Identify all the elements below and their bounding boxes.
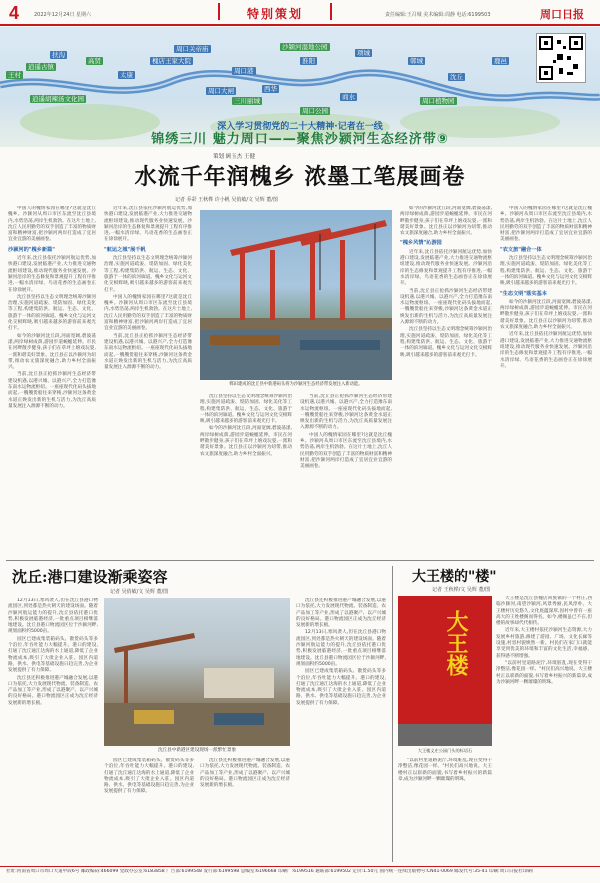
- reporter-line: 记者 乔彩 王秋桦 许小帆 吴俏敏/文 吴辉 董/图: [175, 197, 278, 203]
- article-paragraph: 如今的沙颍河沈丘段,河面宽阔,碧波荡漾,两岸绿树成荫,游园步道蜿蜒延伸。市民在河畔散步健身,孩子们在草坪上嬉戏玩耍,一派和谐美好景象。沈丘县正以沙颍河为纽带,推动农文旅深度融合,助力乡村全面振兴。: [400, 206, 492, 237]
- article-paragraph: 沈丘县坚持以生态文明理念统筹沙颍河治理,实施河道疏浚、堤防加固、绿化美化等工程,构建集防洪、航运、生态、文化、旅游于一体的滨河廊道。槐乡文化与运河文化交相辉映,吸引越来越多的游客前来观光打卡。: [400, 327, 492, 358]
- article-paragraph: 当前,沈丘县正抢抓沙颍河生态经济带建设机遇,以港兴城、以港兴产,全力打造豫东南水运物流枢纽。一座座现代化码头拔地而起,一艘艘货船往来穿梭,沙颍河这条黄金水道正焕发出新的生机与活力,为沈丘高质量发展注入源源不断的动力。: [300, 394, 392, 431]
- subheading: "农文旅"融合一体: [500, 246, 542, 253]
- footer-text: 社址:河南省周口市周口大道中段6号 邮政编码:466099 党政办公室:6183858 广告部:6199548 发行部:6199598 总编室:6196668 印刷厂:6199516 通联部:6199502 定价:1.50元 国内统一连续出版物号:CN41-0069 邮发代号:35-41 印刷:周口日报社印刷厂: [6, 869, 537, 874]
- map-label: 淮阳: [302, 57, 315, 65]
- map-label: 周口关帝庙: [176, 45, 209, 53]
- map-label: 沈丘: [450, 73, 463, 81]
- article-paragraph: 近年来,沈丘县依托沙颍河航运优势,加快港口建设,发展临港产业,大力推进交通物流枢纽建设,推动现代服务业快速发展。沙颍河沿岸的生态修复和景观提升工程有序推进,一幅水清岸绿、鸟语花香的生态画卷正在徐徐展开。: [500, 332, 592, 369]
- house-article-title: 大王楼的"楼": [412, 569, 497, 585]
- map-label: 周口大闸: [208, 87, 234, 95]
- planner-line: 策划 顾玉杰 王健: [213, 154, 255, 160]
- article-paragraph: 中国人的槐情家园在哪里?这就是沈丘槐乡。沙颍河从周口市区东流至沈丘县境内,水势浩荡,两岸生机勃勃。在这片土地上,沈丘人民用勤劳的双手创造了丰富的物质财富和精神财富,把沙颍河两岸打造成了宜居宜业宜游的美丽画卷。: [8, 206, 96, 243]
- article-paragraph: 如今的沙颍河沈丘段,河面宽阔,碧波荡漾,两岸绿树成荫,游园步道蜿蜒延伸。市民在河畔散步健身,孩子们在草坪上嬉戏玩耍,一派和谐美好景象。沈丘县正以沙颍河为纽带,推动农文旅深度融合,助力乡村全面振兴。: [8, 333, 96, 371]
- article-paragraph: 沈丘县坚持以生态文明理念统筹沙颍河治理,实施河道疏浚、堤防加固、绿化美化等工程,构建集防洪、航运、生态、文化、旅游于一体的滨河廊道。槐乡文化与运河文化交相辉映,吸引越来越多的游客前来观光打卡。: [104, 256, 192, 293]
- map-label: 扶沟: [52, 51, 65, 59]
- article-paragraph: 近年来,沈丘县依托沙颍河航运优势,加快港口建设,发展临港产业,大力推进交通物流枢纽建设,推动现代服务业快速发展。沙颍河沿岸的生态修复和景观提升工程有序推进,一幅水清岸绿、鸟语花香的生态画卷正在徐徐展开。: [400, 249, 492, 287]
- port-crane-photo: [200, 210, 392, 380]
- subheading: "生态文明"落实基本: [500, 290, 547, 297]
- map-label: 鹿邑: [494, 57, 507, 65]
- map-label: 逍遥古镇: [28, 63, 54, 71]
- article-paragraph: "以前村里道路泥泞,环境脏乱,现在变得干净整洁,像花园一样。"村民们高兴地说。大王楼村正以崭新的面貌,书写着乡村振兴的新篇章,成为沙颍河畔一颗璀璨的明珠。: [496, 660, 592, 685]
- map-label: 王村: [8, 71, 21, 79]
- section-title: 特别策划: [246, 7, 303, 21]
- article-paragraph: 园区已建成集装箱码头、散货码头等多个泊位,年吞吐能力大幅提升。港口的建设,打通了沈丘通江达海的水上通道,降低了企业物流成本,吸引了大批企业入驻。园区内道路、供水、供电等基础设施日趋完善,为企业发展提供了有力保障。: [104, 758, 194, 795]
- article-column: [300, 394, 392, 551]
- map-label: 周口港: [234, 67, 254, 75]
- article-paragraph: 中国人的槐情家园在哪里?这就是沈丘槐乡。沙颍河从周口市区东流至沈丘县境内,水势浩荡,两岸生机勃勃。在这片土地上,沈丘人民用勤劳的双手创造了丰富的物质财富和精神财富,把沙颍河两岸打造成了宜居宜业宜游的美丽画卷。: [104, 294, 192, 332]
- section-box: [218, 3, 332, 20]
- article-paragraph: 沈丘县还积极推进港产城融合发展,以港口为依托,大力发展现代物流、装备制造、农产品加工等产业,形成了以港聚产、以产兴城的良好格局。港口物流园区正成为沈丘经济发展新的增长极。: [296, 598, 386, 629]
- map-label: 三川丽城: [234, 97, 260, 105]
- article-paragraph: 当前,沈丘县正抢抓沙颍河生态经济带建设机遇,以港兴城、以港兴产,全力打造豫东南水运物流枢纽。一座座现代化码头拔地而起,一艘艘货船往来穿梭,沙颍河这条黄金水道正焕发出新的生机与活力,为沈丘高质量发展注入源源不断的动力。: [104, 333, 192, 371]
- car-in-front: [398, 724, 492, 746]
- article-paragraph: 沈丘县还积极推进港产城融合发展,以港口为依托,大力发展现代物流、装备制造、农产品加工等产业,形成了以港聚产、以产兴城的良好格局。港口物流园区正成为沈丘经济发展新的增长极。: [200, 758, 290, 789]
- article-paragraph: 沈丘县还积极推进港产城融合发展,以港口为依托,大力发展现代物流、装备制造、农产品加工等产业,形成了以港聚产、以产兴城的良好格局。港口物流园区正成为沈丘经济发展新的增长极。: [8, 675, 98, 706]
- crane-illustration: [200, 210, 392, 380]
- article-paragraph: 如今的沙颍河沈丘段,河面宽阔,碧波荡漾,两岸绿树成荫,游园步道蜿蜒延伸。市民在河畔散步健身,孩子们在草坪上嬉戏玩耍,一派和谐美好景象。沈丘县正以沙颍河为纽带,推动农文旅深度融合,助力乡村全面振兴。: [500, 299, 592, 331]
- article-paragraph: 近年来,沈丘县依托沙颍河航运优势,加快港口建设,发展临港产业,大力推进交通物流枢纽建设,推动现代服务业快速发展。沙颍河沿岸的生态修复和景观提升工程有序推进,一幅水清岸绿、鸟语花香的生态画卷正在徐徐展开。: [8, 256, 96, 293]
- article-paragraph: 如今的沙颍河沈丘段,河面宽阔,碧波荡漾,两岸绿树成荫,游园步道蜿蜒延伸。市民在河畔散步健身,孩子们在草坪上嬉戏玩耍,一派和谐美好景象。沈丘县正以沙颍河为纽带,推动农文旅深度融合,助力乡村全面振兴。: [200, 426, 292, 457]
- main-article-title: 水流千年润槐乡 浓墨工笔展画卷: [134, 164, 466, 190]
- sign-text: 大王楼: [443, 610, 469, 676]
- article-paragraph: 沈丘县坚持以生态文明理念统筹沙颍河治理,实施河道疏浚、堤防加固、绿化美化等工程,构建集防洪、航运、生态、文化、旅游于一体的滨河廊道。槐乡文化与运河文化交相辉映,吸引越来越多的游客前来观光打卡。: [8, 294, 96, 332]
- article-column: [200, 758, 290, 863]
- article-column: [8, 598, 98, 863]
- header-rule: [0, 24, 600, 26]
- sign-photo: [398, 596, 492, 746]
- article-paragraph: 园区已建成集装箱码头、散货码头等多个泊位,年吞吐能力大幅提升。港口的建设,打通了沈丘通江达海的水上通道,降低了企业物流成本,吸引了大批企业入驻。园区内道路、供水、供电等基础设施日趋完善,为企业发展提供了有力保障。: [8, 636, 98, 674]
- map-label: 沙颍河湿地公园: [282, 43, 328, 51]
- article-paragraph: 12月13日,寒风袭人,但在沈丘县港口物流园区,到处都是热火朝天的建设场面。随着沙颍河航运能力的提升,沈丘县依托港口优势,积极发展临港经济,一批重点项目相继落地建设。沈丘县港口物流园区位于沙颍河畔,规划面积约5000亩。: [8, 598, 98, 635]
- page-header: [0, 0, 600, 26]
- article-paragraph: 沈丘县坚持以生态文明理念统筹沙颍河治理,实施河道疏浚、堤防加固、绿化美化等工程,构建集防洪、航运、生态、文化、旅游于一体的滨河廊道。槐乡文化与运河文化交相辉映,吸引越来越多的游客前来观光打卡。: [200, 394, 292, 425]
- map-label: 项城: [357, 49, 370, 57]
- qr-code-pattern: [537, 34, 585, 82]
- slogan-bar: [0, 114, 600, 132]
- article-column: [200, 394, 292, 551]
- subheading: "航运之城"展千帆: [104, 246, 146, 253]
- article-paragraph: 中国人的槐情家园在哪里?这就是沈丘槐乡。沙颍河从周口市区东流至沈丘县境内,水势浩荡,两岸生机勃勃。在这片土地上,沈丘人民用勤劳的双手创造了丰富的物质财富和精神财富,把沙颍河两岸打造成了宜居宜业宜游的美丽画卷。: [300, 432, 392, 470]
- map-label: 周口公园: [302, 107, 328, 115]
- article-paragraph: 园区已建成集装箱码头、散货码头等多个泊位,年吞吐能力大幅提升。港口的建设,打通了沈丘通江达海的水上通道,降低了企业物流成本,吸引了大批企业入驻。园区内道路、供水、供电等基础设施日趋完善,为企业发展提供了有力保障。: [296, 669, 386, 706]
- photo-caption: 大王楼义庄公园门头的标语石: [417, 748, 473, 753]
- article-paragraph: 当前,沈丘县正抢抓沙颍河生态经济带建设机遇,以港兴城、以港兴产,全力打造豫东南水运物流枢纽。一座座现代化码头拔地而起,一艘艘货船往来穿梭,沙颍河这条黄金水道正焕发出新的生机与活力,为沈丘高质量发展注入源源不断的动力。: [400, 288, 492, 326]
- article-paragraph: 中国人的槐情家园在哪里?这就是沈丘槐乡。沙颍河从周口市区东流至沈丘县境内,水势浩荡,两岸生机勃勃。在这片土地上,沈丘人民用勤劳的双手创造了丰富的物质财富和精神财富,把沙颍河两岸打造成了宜居宜业宜游的美丽画卷。: [500, 206, 592, 243]
- series-headline: 锦绣三川 魅力周口——聚焦沙颍河生态经济带⑨: [151, 132, 449, 147]
- map-label: 西华: [264, 85, 277, 93]
- map-label: 周口植物园: [422, 97, 455, 105]
- section-divider: [6, 560, 594, 561]
- article-column: [398, 758, 492, 861]
- series-headline-bar: [0, 128, 600, 147]
- subheading: 沙颍河的"槐乡新篇": [8, 246, 55, 253]
- photo-caption: 沈丘县中新港区建设现场一派繁忙景象: [157, 748, 237, 753]
- article-paragraph: 大王楼是沈丘县槐店回族镇的一个村庄,西临沙颍河,南望沙颍河,风景秀丽,民风淳朴。大王楼村历史悠久,文化底蕴深厚,因村中曾有一座高大的王姓楼阁而得名。如今,楼阁虽已不在,但楼的故事却代代相传。: [496, 596, 592, 627]
- footer-rule: [0, 866, 600, 867]
- slogan-text: 深入学习贯彻党的二十大精神·记者在一线: [217, 122, 383, 132]
- article-column: [400, 206, 492, 551]
- main-article: [0, 148, 600, 558]
- construction-illustration: [104, 598, 290, 746]
- qr-code[interactable]: [536, 33, 586, 83]
- article-column: [104, 206, 192, 551]
- map-label: 商水: [342, 93, 355, 101]
- map-label: 太康: [120, 71, 133, 79]
- banner-map: [0, 27, 600, 147]
- port-reporter-line: 记者 吴俏敏/文 吴辉 董/图: [110, 589, 169, 595]
- map-label: 槐店王家大院: [152, 57, 191, 65]
- paper-logo: 周口日报: [540, 8, 584, 21]
- article-column: [8, 206, 96, 551]
- editor-line: 责任编辑:王召城 美术编辑:周静 电话:6199503: [385, 12, 491, 18]
- article-paragraph: 沈丘县坚持以生态文明理念统筹沙颍河治理,实施河道疏浚、堤防加固、绿化美化等工程,构建集防洪、航运、生态、文化、旅游于一体的滨河廊道。槐乡文化与运河文化交相辉映,吸引越来越多的游客前来观光打卡。: [500, 256, 592, 287]
- article-column: [496, 596, 592, 861]
- photo-caption: 郸田建成的沈丘县中新港码头将为沙颍河生态经济带发展注入新动能。: [229, 382, 363, 387]
- page-number: 4: [9, 3, 20, 23]
- article-paragraph: 当前,沈丘县正抢抓沙颍河生态经济带建设机遇,以港兴城、以港兴产,全力打造豫东南水运物流枢纽。一座座现代化码头拔地而起,一艘艘货船往来穿梭,沙颍河这条黄金水道正焕发出新的生机与活力,为沈丘高质量发展注入源源不断的动力。: [8, 372, 96, 409]
- river-path: [0, 73, 600, 98]
- issue-date: 2022年12月24日 星期六: [34, 12, 92, 18]
- map-label: 郸城: [410, 57, 423, 65]
- house-reporter-line: 记者 王秋桦/文 吴辉 董/图: [432, 587, 491, 593]
- article-paragraph: "以前村里道路泥泞,环境脏乱,现在变得干净整洁,像花园一样。"村民们高兴地说。大王楼村正以崭新的面貌,书写着乡村振兴的新篇章,成为沙颍河畔一颗璀璨的明珠。: [398, 758, 492, 782]
- house-article: [396, 562, 596, 865]
- article-paragraph: 12月13日,寒风袭人,但在沈丘县港口物流园区,到处都是热火朝天的建设场面。随着沙颍河航运能力的提升,沈丘县依托港口优势,积极发展临港经济,一批重点项目相继落地建设。沈丘县港口物流园区位于沙颍河畔,规划面积约5000亩。: [296, 630, 386, 667]
- column-divider: [392, 566, 393, 862]
- article-paragraph: 近年来,大王楼村依托沙颍河生态资源,大力发展乡村旅游,修建了游园、广场、文化长廊等设施,村容村貌焕然一新。村民们在家门口就能享受到优美的环境和丰富的文化生活,幸福感、获得感不断增强。: [496, 628, 592, 659]
- article-column: [104, 758, 194, 863]
- article-column: [500, 206, 592, 551]
- article-paragraph: 近年来,沈丘县依托沙颍河航运优势,加快港口建设,发展临港产业,大力推进交通物流枢纽建设,推动现代服务业快速发展。沙颍河沿岸的生态修复和景观提升工程有序推进,一幅水清岸绿、鸟语花香的生态画卷正在徐徐展开。: [104, 206, 192, 243]
- map-label: 高贤: [88, 57, 101, 65]
- port-site-photo: [104, 598, 290, 746]
- port-article-title: 沈丘:港口建设渐乘姿容: [12, 568, 168, 586]
- subheading: "槐乡风情"沁游园: [400, 240, 442, 247]
- article-column: [296, 598, 386, 863]
- port-article: [0, 562, 390, 865]
- map-label: 逍遥胡辣汤文化园: [32, 95, 84, 103]
